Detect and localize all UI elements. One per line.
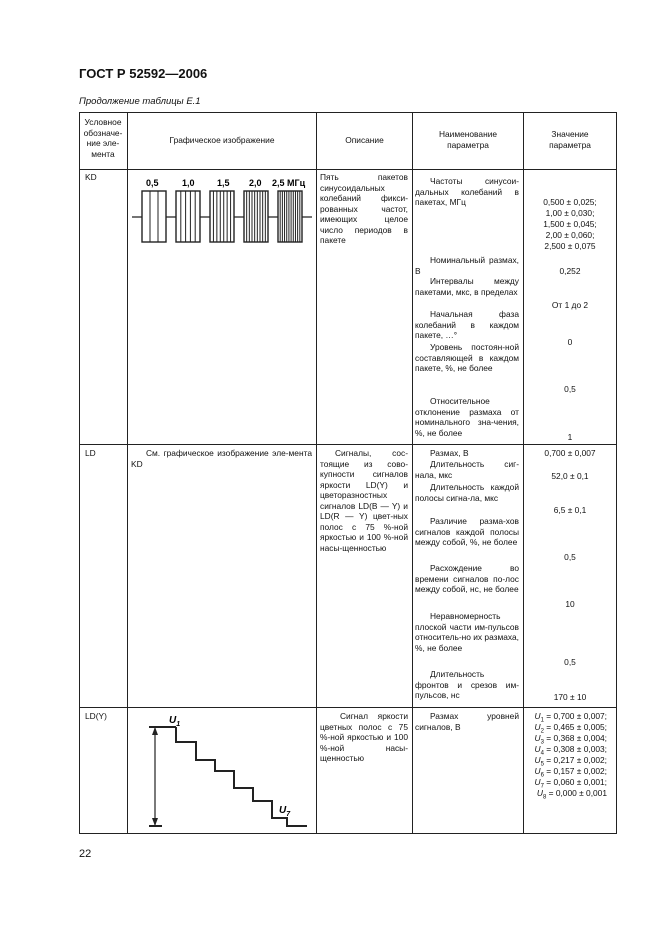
kd-value-4: 0 (567, 337, 573, 347)
ldy-staircase-graphic (129, 709, 315, 833)
kd-freq-value-3: 1,500 ± 0,045; (543, 219, 597, 229)
kd-description: Пять пакетов синусоидальных колебаний фикси-рованных частот, имеющих целое число периодов в пакете (320, 172, 408, 245)
kd-freq-label-5: 2,5 МГц (272, 178, 306, 188)
kd-freq-label-2: 1,0 (182, 178, 195, 188)
ldy-value-6: $U_6 = 0,157 \pm 0,002$; (534, 766, 607, 779)
kd-value-2: 0,252 (559, 266, 581, 276)
kd-freq-value-5: 2,500 ± 0,075 (544, 241, 596, 251)
ld-value-2: 52,0 ± 0,1 (551, 471, 589, 481)
ld-param-1: Размах, В (430, 448, 469, 458)
table-caption: Продолжение таблицы Е.1 (79, 96, 201, 107)
ldy-value-5: $U_5 = 0,217 \pm 0,002$; (534, 755, 607, 768)
ld-param-2: Длительность сиг-нала, мкс (415, 459, 519, 480)
ldy-label-u1: U (169, 715, 177, 726)
kd-param-6: Относительное отклонение размаха от номинального зна-чения, %, не более (415, 396, 519, 438)
kd-freq-value-2: 1,00 ± 0,030; (545, 208, 595, 218)
kd-burst-graphic (129, 170, 315, 250)
ld-value-3: 6,5 ± 0,1 (553, 505, 587, 515)
ldy-value-2: $U_2 = 0,465 \pm 0,005$; (534, 722, 607, 735)
kd-param-1: Частоты синусои-дальных колебаний в пакетах, МГц (415, 176, 519, 207)
ld-param-5: Расхождение во времени сигналов по-лос между собой, нс, не более (415, 563, 519, 594)
ld-value-1: 0,700 ± 0,007 (544, 448, 596, 458)
ld-graphic-ref: См. графическое изображение эле-мента KD (131, 448, 312, 469)
kd-param-4: Начальная фаза колебаний в каждом пакете, …° (415, 309, 519, 340)
ldy-value-3: $U_3 = 0,368 \pm 0,004$; (534, 733, 607, 746)
kd-param-3: Интервалы между пакетами, мкс, в пределах (415, 276, 519, 297)
kd-freq-label-4: 2,0 (249, 178, 262, 188)
kd-code: KD (85, 172, 97, 182)
kd-param-5: Уровень постоян-ной составляющей в каждом пакете, %, не более (415, 342, 519, 373)
ld-param-7: Длительность фронтов и срезов им-пульсов, нс (415, 669, 519, 700)
ld-param-6: Неравномерность плоской части им-пульсов относитель-но их размаха, %, не более (415, 611, 519, 653)
col-header-value: Значение параметра (549, 129, 591, 150)
col-header-element: Условное обозначе-ние эле-мента (83, 117, 123, 159)
ld-description: Сигналы, сос-тоящие из сово-купности сигналов яркости LD(Y) и цветоразностных сигналов LD(B — Y) и LD(R — Y) цвет-ных полос с 75 %-ной яркостью и 100 %-ной насы-щенностью (320, 448, 408, 553)
data-table (79, 112, 617, 834)
kd-freq-value-1: 0,500 ± 0,025; (543, 197, 597, 207)
col-header-description: Описание (345, 135, 384, 145)
ldy-value-1: $U_1 = 0,700 \pm 0,007$; (534, 711, 607, 724)
ld-code: LD (85, 448, 96, 458)
ldy-label-u7: U (279, 805, 287, 816)
document-title: ГОСТ Р 52592—2006 (79, 66, 208, 81)
ldy-description: Сигнал яркости цветных полос с 75 %-ной яркостью и 100 %-ной насы-щенностью (320, 711, 408, 763)
kd-freq-label-1: 0,5 (146, 178, 159, 188)
ld-param-4: Различие разма-хов сигналов каждой полосы между собой, %, не более (415, 516, 519, 547)
ld-value-6: 0,5 (564, 657, 576, 667)
ldy-label-u7-sub: 7 (286, 811, 291, 818)
kd-burst-packet (176, 191, 200, 242)
kd-value-5: 0,5 (564, 384, 576, 394)
ld-value-7: 170 ± 10 (553, 692, 587, 702)
ld-value-5: 10 (565, 599, 575, 609)
ldy-code: LD(Y) (85, 711, 107, 721)
kd-param-2: Номинальный размах, В (415, 255, 519, 276)
ldy-value-4: $U_4 = 0,308 \pm 0,003$; (534, 744, 607, 757)
kd-value-6: 1 (567, 432, 573, 442)
kd-freq-value-4: 2,00 ± 0,060; (545, 230, 595, 240)
ld-param-3: Длительность каждой полосы сигна-ла, мкс (415, 482, 519, 503)
ld-value-4: 0,5 (564, 552, 576, 562)
col-header-graphic: Графическое изображение (169, 135, 275, 145)
kd-freq-label-3: 1,5 (217, 178, 230, 188)
page-number: 22 (79, 848, 92, 860)
ldy-label-u1-sub: 1 (176, 721, 181, 728)
ldy-value-7: $U_7 = 0,060 \pm 0,001$; (534, 777, 607, 790)
svg-text:U7 (279, 805, 291, 818)
kd-value-3: От 1 до 2 (551, 300, 589, 310)
kd-burst-packet (142, 191, 166, 242)
kd-burst-packet (244, 191, 268, 242)
ldy-value-8: $U_8 = 0,000 \pm 0,001$ (536, 788, 607, 801)
kd-burst-packet (278, 191, 302, 242)
col-header-param-name: Наименование параметра (438, 129, 498, 150)
ldy-param: Размах уровней сигналов, В (415, 711, 519, 732)
